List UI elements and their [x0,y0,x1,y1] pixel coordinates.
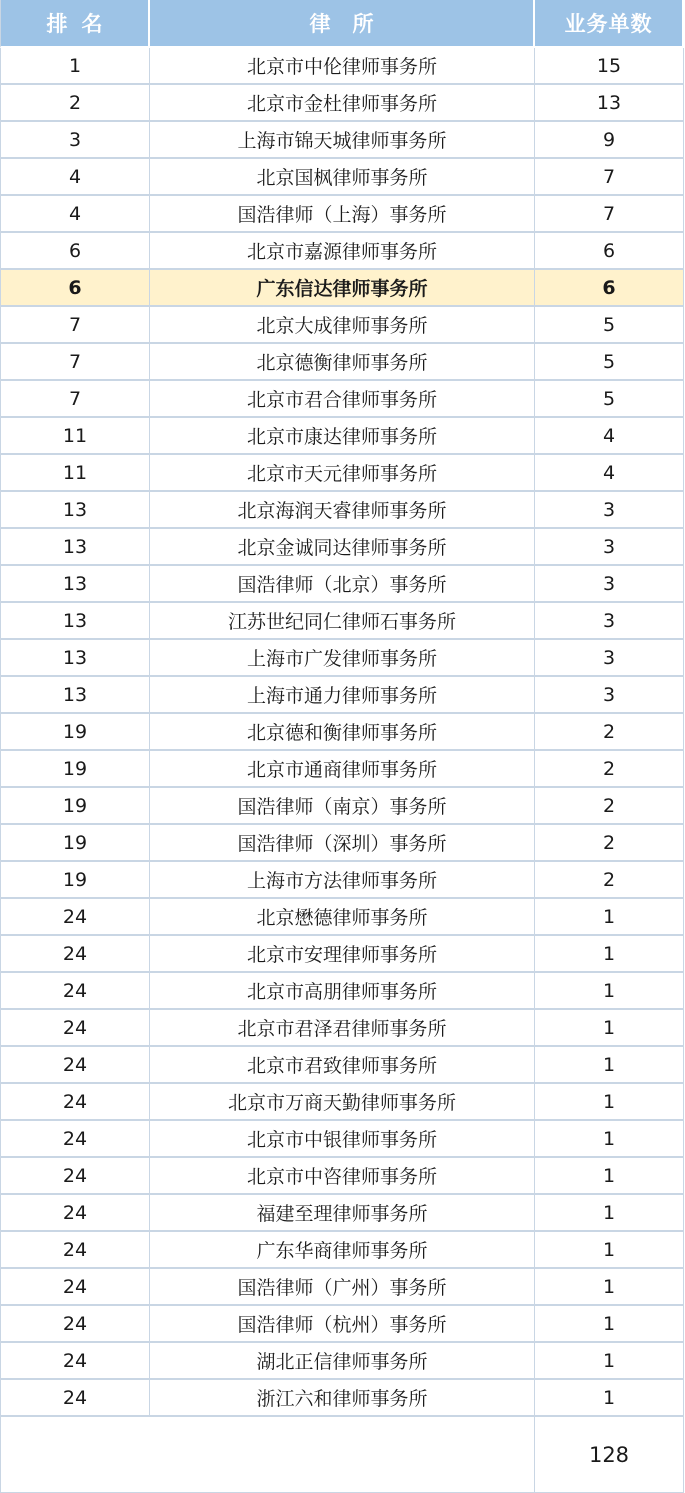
count-cell: 1 [535,1084,684,1121]
rank-cell: 4 [0,196,150,233]
count-column-header: 业务单数 [535,0,684,48]
count-cell: 7 [535,159,684,196]
count-cell: 1 [535,1195,684,1232]
firm-cell: 北京市高朋律师事务所 [150,973,535,1010]
count-cell: 2 [535,825,684,862]
rank-cell: 24 [0,1269,150,1306]
table-row [0,48,684,85]
rank-cell: 24 [0,1380,150,1417]
table-row [0,159,684,196]
table-row [0,529,684,566]
rank-cell: 13 [0,603,150,640]
rank-cell: 3 [0,122,150,159]
table-row [0,1232,684,1269]
firm-cell: 国浩律师（广州）事务所 [150,1269,535,1306]
firm-cell: 北京市中银律师事务所 [150,1121,535,1158]
table-row [0,788,684,825]
firm-cell: 北京海润天睿律师事务所 [150,492,535,529]
rank-cell: 11 [0,455,150,492]
rank-cell: 7 [0,381,150,418]
rank-cell: 24 [0,1232,150,1269]
table-row [0,566,684,603]
table-row [0,677,684,714]
rank-cell: 19 [0,825,150,862]
count-cell: 2 [535,788,684,825]
count-cell: 2 [535,714,684,751]
firm-cell: 北京懋德律师事务所 [150,899,535,936]
rank-cell: 13 [0,640,150,677]
rank-cell: 24 [0,899,150,936]
count-cell: 13 [535,85,684,122]
count-cell: 3 [535,529,684,566]
table-row [0,1010,684,1047]
table-row [0,973,684,1010]
count-cell: 1 [535,1158,684,1195]
rank-cell: 13 [0,566,150,603]
firm-cell: 北京市君致律师事务所 [150,1047,535,1084]
count-cell: 1 [535,1121,684,1158]
table-row [0,455,684,492]
firm-cell: 国浩律师（深圳）事务所 [150,825,535,862]
rank-cell: 19 [0,788,150,825]
count-cell: 6 [535,270,684,307]
rank-cell: 13 [0,492,150,529]
table-row [0,122,684,159]
header-row [0,0,684,48]
rank-cell: 7 [0,344,150,381]
firm-cell: 北京德衡律师事务所 [150,344,535,381]
firm-cell: 北京市通商律师事务所 [150,751,535,788]
count-cell: 3 [535,677,684,714]
firm-cell: 北京市中伦律师事务所 [150,48,535,85]
rank-cell: 24 [0,1306,150,1343]
table-row [0,603,684,640]
rank-cell: 6 [0,270,150,307]
firm-cell: 上海市广发律师事务所 [150,640,535,677]
table-row [0,936,684,973]
rank-cell: 24 [0,973,150,1010]
rank-cell: 6 [0,233,150,270]
firm-cell: 北京市金杜律师事务所 [150,85,535,122]
firm-cell: 北京市嘉源律师事务所 [150,233,535,270]
count-cell: 2 [535,751,684,788]
table-row [0,344,684,381]
count-cell: 5 [535,344,684,381]
count-cell: 3 [535,603,684,640]
table-row [0,640,684,677]
count-cell: 4 [535,418,684,455]
rank-cell: 4 [0,159,150,196]
rank-cell: 7 [0,307,150,344]
count-cell: 1 [535,1306,684,1343]
firm-cell: 上海市方法律师事务所 [150,862,535,899]
rank-cell: 24 [0,936,150,973]
table-row [0,1380,684,1417]
firm-cell: 北京市万商天勤律师事务所 [150,1084,535,1121]
count-cell: 3 [535,640,684,677]
count-cell: 9 [535,122,684,159]
table-row [0,233,684,270]
firm-cell: 福建至理律师事务所 [150,1195,535,1232]
firm-cell: 国浩律师（杭州）事务所 [150,1306,535,1343]
rank-cell: 19 [0,714,150,751]
count-cell: 5 [535,307,684,344]
rank-cell: 24 [0,1158,150,1195]
firm-cell: 上海市通力律师事务所 [150,677,535,714]
count-cell: 15 [535,48,684,85]
table-row [0,1306,684,1343]
count-cell: 6 [535,233,684,270]
firm-cell: 浙江六和律师事务所 [150,1380,535,1417]
rank-cell: 19 [0,751,150,788]
table-body [0,48,684,1417]
count-cell: 3 [535,566,684,603]
rank-column-header: 排名 [0,0,150,48]
table-row [0,1269,684,1306]
rank-cell: 11 [0,418,150,455]
count-cell: 1 [535,1343,684,1380]
firm-cell: 江苏世纪同仁律师石事务所 [150,603,535,640]
firm-cell: 北京金诚同达律师事务所 [150,529,535,566]
table-row [0,85,684,122]
table-row [0,270,684,307]
count-cell: 4 [535,455,684,492]
firm-cell: 北京德和衡律师事务所 [150,714,535,751]
rank-cell: 24 [0,1121,150,1158]
table-row [0,1343,684,1380]
rank-cell: 24 [0,1084,150,1121]
firm-cell: 北京市安理律师事务所 [150,936,535,973]
rank-cell: 24 [0,1047,150,1084]
count-cell: 1 [535,899,684,936]
count-cell: 1 [535,1232,684,1269]
firm-cell: 广东信达律师事务所 [150,270,535,307]
count-cell: 7 [535,196,684,233]
table-row [0,196,684,233]
rank-cell: 13 [0,529,150,566]
table-row [0,307,684,344]
table-row [0,825,684,862]
firm-cell: 国浩律师（上海）事务所 [150,196,535,233]
rank-cell: 2 [0,85,150,122]
firm-cell: 国浩律师（北京）事务所 [150,566,535,603]
firm-cell: 北京市康达律师事务所 [150,418,535,455]
firm-cell: 北京市天元律师事务所 [150,455,535,492]
table-row [0,1121,684,1158]
rank-cell: 19 [0,862,150,899]
table-row [0,1158,684,1195]
total-count-cell: 128 [535,1417,684,1493]
table-row [0,1195,684,1232]
firm-column-header: 律所 [150,0,535,48]
rank-cell: 24 [0,1010,150,1047]
table-row [0,714,684,751]
table-row [0,899,684,936]
table-row [0,751,684,788]
count-cell: 2 [535,862,684,899]
count-cell: 5 [535,381,684,418]
count-cell: 1 [535,1010,684,1047]
firm-cell: 北京市君泽君律师事务所 [150,1010,535,1047]
count-cell: 1 [535,1380,684,1417]
table-row [0,492,684,529]
total-label-cell [0,1417,535,1493]
firm-cell: 国浩律师（南京）事务所 [150,788,535,825]
firm-cell: 上海市锦天城律师事务所 [150,122,535,159]
count-cell: 1 [535,1269,684,1306]
table-row [0,1084,684,1121]
count-cell: 1 [535,1047,684,1084]
firm-cell: 北京市中咨律师事务所 [150,1158,535,1195]
rank-cell: 1 [0,48,150,85]
firm-cell: 广东华商律师事务所 [150,1232,535,1269]
table-row [0,862,684,899]
count-cell: 1 [535,936,684,973]
firm-cell: 北京大成律师事务所 [150,307,535,344]
firm-cell: 湖北正信律师事务所 [150,1343,535,1380]
rank-cell: 24 [0,1343,150,1380]
table-row [0,381,684,418]
rank-cell: 24 [0,1195,150,1232]
table-row [0,418,684,455]
count-cell: 3 [535,492,684,529]
count-cell: 1 [535,973,684,1010]
firm-cell: 北京市君合律师事务所 [150,381,535,418]
firm-cell: 北京国枫律师事务所 [150,159,535,196]
total-row [0,1417,684,1493]
rank-cell: 13 [0,677,150,714]
table-row [0,1047,684,1084]
